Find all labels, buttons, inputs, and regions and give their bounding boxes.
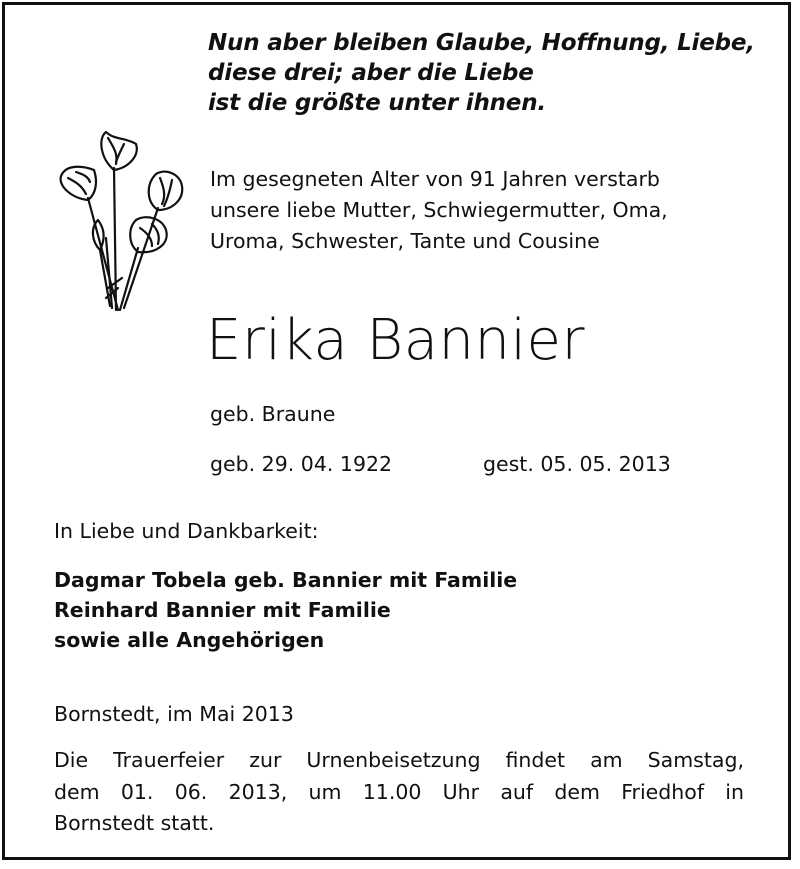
stem	[88, 198, 118, 310]
place-date: Bornstedt, im Mai 2013	[54, 702, 294, 726]
funeral-line-text: dem 01. 06. 2013, um 11.00 Uhr auf dem Friedhof in	[54, 779, 744, 804]
verse-line: diese drei; aber die Liebe	[208, 60, 534, 86]
intro-line: Uroma, Schwester, Tante und Cousine	[210, 229, 600, 253]
funeral-line: Bornstedt statt.	[54, 811, 215, 835]
life-dates	[210, 448, 671, 480]
birth-date: geb. 29. 04. 1922	[210, 452, 393, 476]
thanks-line: In Liebe und Dankbarkeit:	[54, 519, 319, 543]
verse-line: Nun aber bleiben Glaube, Hoffnung, Liebe,	[208, 30, 755, 56]
intro-line: Im gesegneten Alter von 91 Jahren verstarb	[210, 167, 660, 191]
death-announcement	[210, 164, 668, 257]
maiden-name: geb. Braune	[210, 402, 336, 426]
mourner: Reinhard Bannier mit Familie	[54, 598, 391, 622]
mourner: sowie alle Angehörigen	[54, 628, 325, 652]
funeral-line	[54, 745, 744, 777]
calla-lily-bouquet-icon	[48, 128, 198, 318]
intro-line: unsere liebe Mutter, Schwiegermutter, Oma,	[210, 198, 668, 222]
deceased-name: Erika Bannier	[206, 308, 586, 373]
mourners-list	[54, 565, 517, 655]
bible-verse	[208, 28, 755, 118]
verse-line: ist die größte unter ihnen.	[208, 90, 546, 116]
flower-top	[101, 132, 136, 170]
stem	[120, 248, 138, 310]
funeral-line	[54, 777, 744, 809]
death-date: gest. 05. 05. 2013	[483, 452, 671, 476]
funeral-line-text: Die Trauerfeier zur Urnenbeisetzung findet am Samstag,	[54, 748, 744, 772]
stem	[124, 208, 158, 308]
mourner: Dagmar Tobela geb. Bannier mit Familie	[54, 568, 518, 592]
funeral-info	[54, 745, 744, 840]
